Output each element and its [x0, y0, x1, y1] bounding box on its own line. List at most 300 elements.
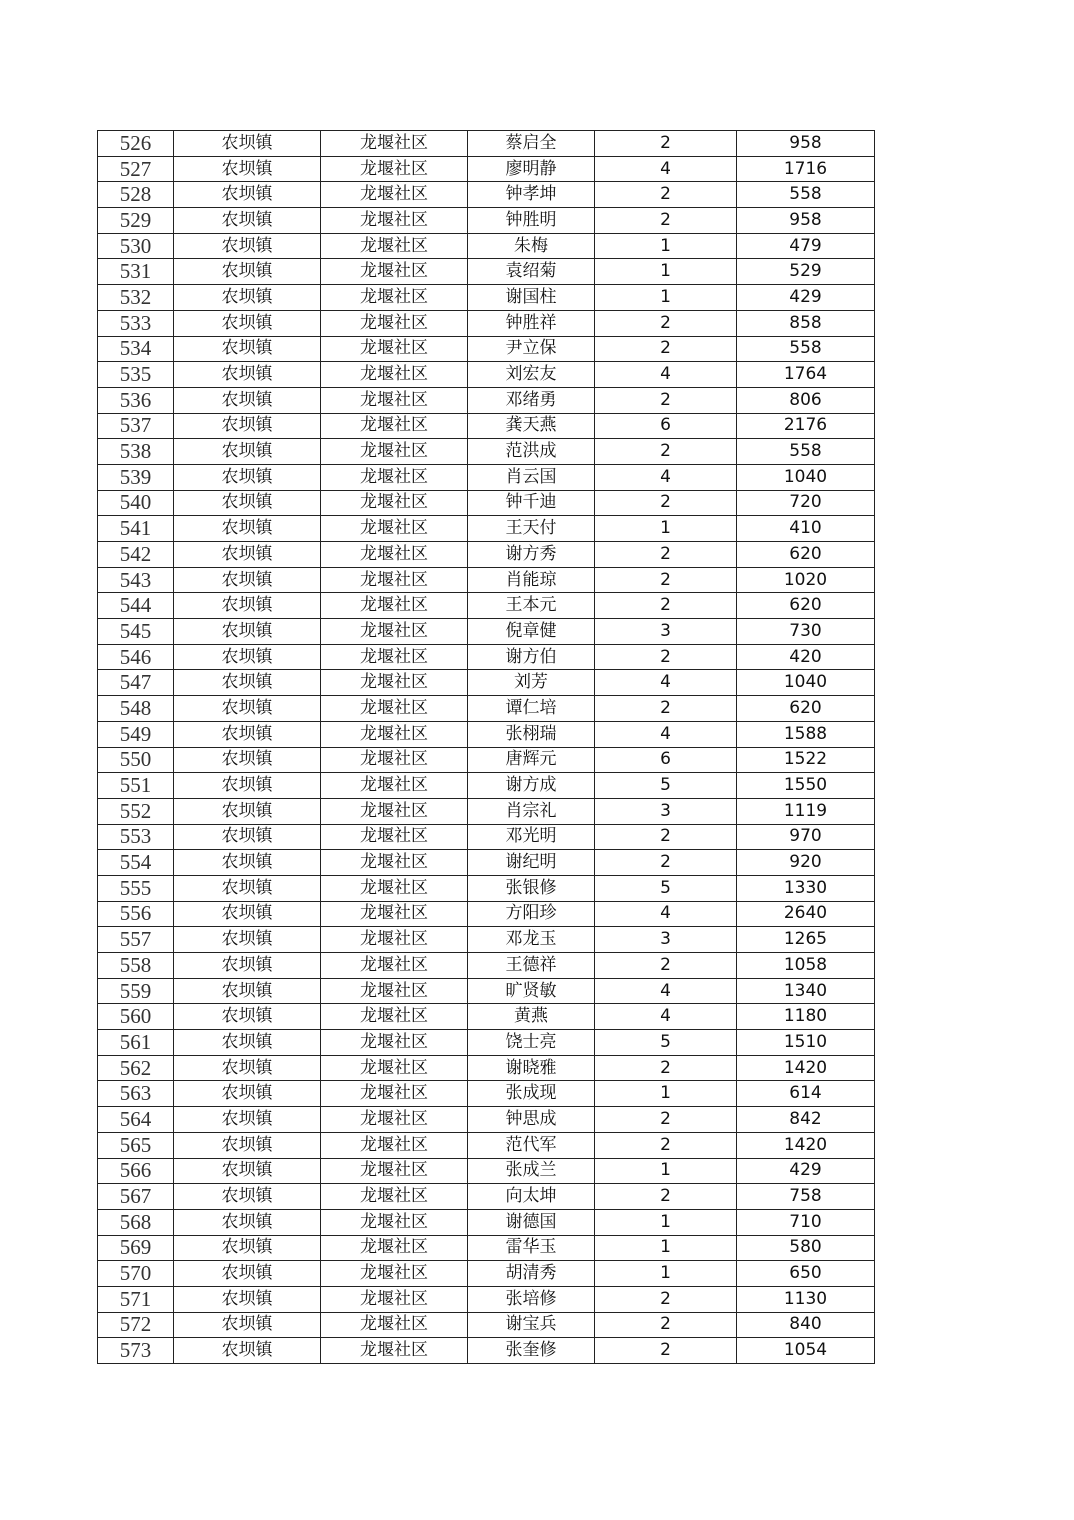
- town-cell: 农坝镇: [174, 413, 321, 439]
- town-cell: 农坝镇: [174, 721, 321, 747]
- community-cell: 龙堰社区: [321, 747, 468, 773]
- town-cell: 农坝镇: [174, 285, 321, 311]
- table-row: [98, 850, 875, 876]
- household-size-cell: 2: [595, 1184, 737, 1210]
- town-cell: 农坝镇: [174, 747, 321, 773]
- community-cell: 龙堰社区: [321, 1286, 468, 1312]
- household-size-cell: 2: [595, 1107, 737, 1133]
- name-cell: 邓光明: [468, 824, 595, 850]
- community-cell: 龙堰社区: [321, 824, 468, 850]
- town-cell: 农坝镇: [174, 156, 321, 182]
- name-cell: 谢宝兵: [468, 1312, 595, 1338]
- table-row: [98, 773, 875, 799]
- amount-cell: 730: [737, 619, 875, 645]
- amount-cell: 842: [737, 1107, 875, 1133]
- table-row: [98, 824, 875, 850]
- town-cell: 农坝镇: [174, 131, 321, 157]
- row-index-cell: 555: [98, 875, 174, 901]
- row-index-cell: 554: [98, 850, 174, 876]
- table-row: [98, 567, 875, 593]
- table-row: [98, 953, 875, 979]
- community-cell: 龙堰社区: [321, 259, 468, 285]
- amount-cell: 620: [737, 593, 875, 619]
- table-row: [98, 387, 875, 413]
- amount-cell: 1716: [737, 156, 875, 182]
- table-row: [98, 747, 875, 773]
- amount-cell: 479: [737, 233, 875, 259]
- row-index-cell: 553: [98, 824, 174, 850]
- community-cell: 龙堰社区: [321, 721, 468, 747]
- household-size-cell: 2: [595, 953, 737, 979]
- amount-cell: 558: [737, 336, 875, 362]
- town-cell: 农坝镇: [174, 1286, 321, 1312]
- community-cell: 龙堰社区: [321, 285, 468, 311]
- table-row: [98, 1286, 875, 1312]
- amount-cell: 620: [737, 542, 875, 568]
- amount-cell: 410: [737, 516, 875, 542]
- household-size-cell: 1: [595, 1261, 737, 1287]
- community-cell: 龙堰社区: [321, 619, 468, 645]
- household-size-cell: 2: [595, 387, 737, 413]
- household-size-cell: 2: [595, 696, 737, 722]
- row-index-cell: 540: [98, 490, 174, 516]
- table-row: [98, 1184, 875, 1210]
- community-cell: 龙堰社区: [321, 1081, 468, 1107]
- household-size-cell: 3: [595, 927, 737, 953]
- household-size-cell: 1: [595, 259, 737, 285]
- name-cell: 张成兰: [468, 1158, 595, 1184]
- row-index-cell: 559: [98, 978, 174, 1004]
- name-cell: 谢方成: [468, 773, 595, 799]
- name-cell: 龚天燕: [468, 413, 595, 439]
- town-cell: 农坝镇: [174, 1158, 321, 1184]
- name-cell: 钟思成: [468, 1107, 595, 1133]
- table-row: [98, 1081, 875, 1107]
- name-cell: 张栩瑞: [468, 721, 595, 747]
- community-cell: 龙堰社区: [321, 233, 468, 259]
- row-index-cell: 545: [98, 619, 174, 645]
- community-cell: 龙堰社区: [321, 1312, 468, 1338]
- town-cell: 农坝镇: [174, 310, 321, 336]
- household-size-cell: 1: [595, 1235, 737, 1261]
- household-size-cell: 4: [595, 901, 737, 927]
- community-cell: 龙堰社区: [321, 1107, 468, 1133]
- amount-cell: 620: [737, 696, 875, 722]
- amount-cell: 1340: [737, 978, 875, 1004]
- name-cell: 王天付: [468, 516, 595, 542]
- household-size-cell: 2: [595, 182, 737, 208]
- table-row: [98, 259, 875, 285]
- community-cell: 龙堰社区: [321, 1338, 468, 1364]
- town-cell: 农坝镇: [174, 850, 321, 876]
- household-size-cell: 5: [595, 1030, 737, 1056]
- row-index-cell: 547: [98, 670, 174, 696]
- name-cell: 肖宗礼: [468, 798, 595, 824]
- row-index-cell: 564: [98, 1107, 174, 1133]
- table-row: [98, 901, 875, 927]
- town-cell: 农坝镇: [174, 362, 321, 388]
- town-cell: 农坝镇: [174, 593, 321, 619]
- town-cell: 农坝镇: [174, 670, 321, 696]
- household-size-cell: 2: [595, 490, 737, 516]
- name-cell: 胡清秀: [468, 1261, 595, 1287]
- amount-cell: 529: [737, 259, 875, 285]
- community-cell: 龙堰社区: [321, 1030, 468, 1056]
- community-cell: 龙堰社区: [321, 593, 468, 619]
- row-index-cell: 549: [98, 721, 174, 747]
- community-cell: 龙堰社区: [321, 182, 468, 208]
- amount-cell: 1420: [737, 1132, 875, 1158]
- beneficiary-table: [97, 130, 875, 1364]
- name-cell: 蔡启全: [468, 131, 595, 157]
- community-cell: 龙堰社区: [321, 131, 468, 157]
- town-cell: 农坝镇: [174, 619, 321, 645]
- amount-cell: 1420: [737, 1055, 875, 1081]
- community-cell: 龙堰社区: [321, 362, 468, 388]
- table-row: [98, 619, 875, 645]
- row-index-cell: 562: [98, 1055, 174, 1081]
- town-cell: 农坝镇: [174, 1209, 321, 1235]
- community-cell: 龙堰社区: [321, 644, 468, 670]
- household-size-cell: 2: [595, 1312, 737, 1338]
- row-index-cell: 533: [98, 310, 174, 336]
- community-cell: 龙堰社区: [321, 901, 468, 927]
- community-cell: 龙堰社区: [321, 1235, 468, 1261]
- household-size-cell: 2: [595, 439, 737, 465]
- name-cell: 范代军: [468, 1132, 595, 1158]
- town-cell: 农坝镇: [174, 490, 321, 516]
- town-cell: 农坝镇: [174, 567, 321, 593]
- row-index-cell: 568: [98, 1209, 174, 1235]
- table-row: [98, 1055, 875, 1081]
- community-cell: 龙堰社区: [321, 953, 468, 979]
- community-cell: 龙堰社区: [321, 387, 468, 413]
- household-size-cell: 1: [595, 516, 737, 542]
- row-index-cell: 530: [98, 233, 174, 259]
- community-cell: 龙堰社区: [321, 1132, 468, 1158]
- table-row: [98, 1312, 875, 1338]
- household-size-cell: 2: [595, 1132, 737, 1158]
- town-cell: 农坝镇: [174, 516, 321, 542]
- row-index-cell: 571: [98, 1286, 174, 1312]
- household-size-cell: 2: [595, 131, 737, 157]
- town-cell: 农坝镇: [174, 1312, 321, 1338]
- name-cell: 王本元: [468, 593, 595, 619]
- amount-cell: 958: [737, 208, 875, 234]
- row-index-cell: 573: [98, 1338, 174, 1364]
- community-cell: 龙堰社区: [321, 156, 468, 182]
- amount-cell: 429: [737, 285, 875, 311]
- town-cell: 农坝镇: [174, 1132, 321, 1158]
- name-cell: 谢国柱: [468, 285, 595, 311]
- town-cell: 农坝镇: [174, 901, 321, 927]
- town-cell: 农坝镇: [174, 1338, 321, 1364]
- row-index-cell: 563: [98, 1081, 174, 1107]
- town-cell: 农坝镇: [174, 336, 321, 362]
- household-size-cell: 4: [595, 721, 737, 747]
- town-cell: 农坝镇: [174, 464, 321, 490]
- amount-cell: 920: [737, 850, 875, 876]
- table-body: [98, 131, 875, 1364]
- name-cell: 谢晓雅: [468, 1055, 595, 1081]
- table-row: [98, 439, 875, 465]
- amount-cell: 970: [737, 824, 875, 850]
- row-index-cell: 531: [98, 259, 174, 285]
- table-row: [98, 1209, 875, 1235]
- amount-cell: 1040: [737, 670, 875, 696]
- row-index-cell: 548: [98, 696, 174, 722]
- town-cell: 农坝镇: [174, 1261, 321, 1287]
- name-cell: 谢纪明: [468, 850, 595, 876]
- name-cell: 钟胜祥: [468, 310, 595, 336]
- amount-cell: 429: [737, 1158, 875, 1184]
- household-size-cell: 1: [595, 1209, 737, 1235]
- row-index-cell: 550: [98, 747, 174, 773]
- amount-cell: 2176: [737, 413, 875, 439]
- amount-cell: 1265: [737, 927, 875, 953]
- community-cell: 龙堰社区: [321, 670, 468, 696]
- table-row: [98, 1158, 875, 1184]
- community-cell: 龙堰社区: [321, 439, 468, 465]
- table-row: [98, 336, 875, 362]
- amount-cell: 1764: [737, 362, 875, 388]
- name-cell: 谢方秀: [468, 542, 595, 568]
- town-cell: 农坝镇: [174, 1055, 321, 1081]
- row-index-cell: 542: [98, 542, 174, 568]
- table-row: [98, 1338, 875, 1364]
- amount-cell: 1510: [737, 1030, 875, 1056]
- amount-cell: 558: [737, 182, 875, 208]
- community-cell: 龙堰社区: [321, 850, 468, 876]
- row-index-cell: 565: [98, 1132, 174, 1158]
- amount-cell: 710: [737, 1209, 875, 1235]
- amount-cell: 1330: [737, 875, 875, 901]
- row-index-cell: 561: [98, 1030, 174, 1056]
- town-cell: 农坝镇: [174, 953, 321, 979]
- household-size-cell: 1: [595, 233, 737, 259]
- town-cell: 农坝镇: [174, 644, 321, 670]
- row-index-cell: 527: [98, 156, 174, 182]
- row-index-cell: 528: [98, 182, 174, 208]
- town-cell: 农坝镇: [174, 387, 321, 413]
- household-size-cell: 5: [595, 875, 737, 901]
- table-row: [98, 927, 875, 953]
- row-index-cell: 526: [98, 131, 174, 157]
- community-cell: 龙堰社区: [321, 208, 468, 234]
- community-cell: 龙堰社区: [321, 1261, 468, 1287]
- household-size-cell: 2: [595, 310, 737, 336]
- table-row: [98, 156, 875, 182]
- table-row: [98, 644, 875, 670]
- name-cell: 邓绪勇: [468, 387, 595, 413]
- name-cell: 雷华玉: [468, 1235, 595, 1261]
- town-cell: 农坝镇: [174, 233, 321, 259]
- household-size-cell: 4: [595, 464, 737, 490]
- community-cell: 龙堰社区: [321, 336, 468, 362]
- name-cell: 倪章健: [468, 619, 595, 645]
- row-index-cell: 538: [98, 439, 174, 465]
- amount-cell: 1180: [737, 1004, 875, 1030]
- amount-cell: 858: [737, 310, 875, 336]
- table-row: [98, 593, 875, 619]
- table-row: [98, 233, 875, 259]
- community-cell: 龙堰社区: [321, 1055, 468, 1081]
- row-index-cell: 536: [98, 387, 174, 413]
- table-row: [98, 285, 875, 311]
- name-cell: 张银修: [468, 875, 595, 901]
- name-cell: 张培修: [468, 1286, 595, 1312]
- town-cell: 农坝镇: [174, 1030, 321, 1056]
- amount-cell: 1040: [737, 464, 875, 490]
- household-size-cell: 3: [595, 798, 737, 824]
- table-row: [98, 1004, 875, 1030]
- row-index-cell: 551: [98, 773, 174, 799]
- town-cell: 农坝镇: [174, 1004, 321, 1030]
- table-row: [98, 1107, 875, 1133]
- community-cell: 龙堰社区: [321, 464, 468, 490]
- name-cell: 张成现: [468, 1081, 595, 1107]
- table-row: [98, 542, 875, 568]
- household-size-cell: 2: [595, 336, 737, 362]
- table-row: [98, 208, 875, 234]
- amount-cell: 758: [737, 1184, 875, 1210]
- row-index-cell: 543: [98, 567, 174, 593]
- amount-cell: 1020: [737, 567, 875, 593]
- name-cell: 尹立保: [468, 336, 595, 362]
- amount-cell: 840: [737, 1312, 875, 1338]
- household-size-cell: 2: [595, 542, 737, 568]
- household-size-cell: 4: [595, 670, 737, 696]
- table-row: [98, 413, 875, 439]
- row-index-cell: 544: [98, 593, 174, 619]
- row-index-cell: 537: [98, 413, 174, 439]
- row-index-cell: 541: [98, 516, 174, 542]
- name-cell: 黄燕: [468, 1004, 595, 1030]
- household-size-cell: 2: [595, 644, 737, 670]
- household-size-cell: 1: [595, 1081, 737, 1107]
- community-cell: 龙堰社区: [321, 1158, 468, 1184]
- community-cell: 龙堰社区: [321, 1004, 468, 1030]
- name-cell: 邓龙玉: [468, 927, 595, 953]
- name-cell: 饶士亮: [468, 1030, 595, 1056]
- town-cell: 农坝镇: [174, 259, 321, 285]
- community-cell: 龙堰社区: [321, 978, 468, 1004]
- household-size-cell: 1: [595, 1158, 737, 1184]
- row-index-cell: 569: [98, 1235, 174, 1261]
- table-row: [98, 362, 875, 388]
- community-cell: 龙堰社区: [321, 490, 468, 516]
- name-cell: 刘芳: [468, 670, 595, 696]
- amount-cell: 720: [737, 490, 875, 516]
- household-size-cell: 2: [595, 1286, 737, 1312]
- table-row: [98, 1235, 875, 1261]
- community-cell: 龙堰社区: [321, 696, 468, 722]
- town-cell: 农坝镇: [174, 439, 321, 465]
- community-cell: 龙堰社区: [321, 927, 468, 953]
- row-index-cell: 567: [98, 1184, 174, 1210]
- amount-cell: 614: [737, 1081, 875, 1107]
- name-cell: 范洪成: [468, 439, 595, 465]
- amount-cell: 806: [737, 387, 875, 413]
- household-size-cell: 6: [595, 413, 737, 439]
- row-index-cell: 534: [98, 336, 174, 362]
- community-cell: 龙堰社区: [321, 773, 468, 799]
- row-index-cell: 532: [98, 285, 174, 311]
- town-cell: 农坝镇: [174, 824, 321, 850]
- row-index-cell: 546: [98, 644, 174, 670]
- table-row: [98, 464, 875, 490]
- table-row: [98, 310, 875, 336]
- name-cell: 谭仁培: [468, 696, 595, 722]
- household-size-cell: 2: [595, 1055, 737, 1081]
- table-row: [98, 131, 875, 157]
- household-size-cell: 3: [595, 619, 737, 645]
- table-row: [98, 721, 875, 747]
- table-row: [98, 798, 875, 824]
- town-cell: 农坝镇: [174, 542, 321, 568]
- household-size-cell: 6: [595, 747, 737, 773]
- table-row: [98, 670, 875, 696]
- community-cell: 龙堰社区: [321, 1184, 468, 1210]
- name-cell: 肖云国: [468, 464, 595, 490]
- household-size-cell: 2: [595, 567, 737, 593]
- name-cell: 钟千迪: [468, 490, 595, 516]
- name-cell: 谢德国: [468, 1209, 595, 1235]
- community-cell: 龙堰社区: [321, 516, 468, 542]
- community-cell: 龙堰社区: [321, 310, 468, 336]
- amount-cell: 1588: [737, 721, 875, 747]
- community-cell: 龙堰社区: [321, 542, 468, 568]
- name-cell: 刘宏友: [468, 362, 595, 388]
- row-index-cell: 535: [98, 362, 174, 388]
- table-row: [98, 1030, 875, 1056]
- name-cell: 廖明静: [468, 156, 595, 182]
- name-cell: 旷贤敏: [468, 978, 595, 1004]
- table-row: [98, 1132, 875, 1158]
- household-size-cell: 5: [595, 773, 737, 799]
- row-index-cell: 539: [98, 464, 174, 490]
- town-cell: 农坝镇: [174, 773, 321, 799]
- community-cell: 龙堰社区: [321, 798, 468, 824]
- town-cell: 农坝镇: [174, 978, 321, 1004]
- amount-cell: 1130: [737, 1286, 875, 1312]
- household-size-cell: 2: [595, 208, 737, 234]
- household-size-cell: 4: [595, 978, 737, 1004]
- amount-cell: 1054: [737, 1338, 875, 1364]
- row-index-cell: 560: [98, 1004, 174, 1030]
- table-row: [98, 490, 875, 516]
- household-size-cell: 1: [595, 285, 737, 311]
- amount-cell: 958: [737, 131, 875, 157]
- town-cell: 农坝镇: [174, 1081, 321, 1107]
- row-index-cell: 529: [98, 208, 174, 234]
- name-cell: 肖能琼: [468, 567, 595, 593]
- amount-cell: 420: [737, 644, 875, 670]
- town-cell: 农坝镇: [174, 1107, 321, 1133]
- row-index-cell: 572: [98, 1312, 174, 1338]
- name-cell: 方阳珍: [468, 901, 595, 927]
- name-cell: 向太坤: [468, 1184, 595, 1210]
- town-cell: 农坝镇: [174, 927, 321, 953]
- name-cell: 王德祥: [468, 953, 595, 979]
- household-size-cell: 2: [595, 593, 737, 619]
- town-cell: 农坝镇: [174, 875, 321, 901]
- town-cell: 农坝镇: [174, 696, 321, 722]
- row-index-cell: 566: [98, 1158, 174, 1184]
- name-cell: 袁绍菊: [468, 259, 595, 285]
- town-cell: 农坝镇: [174, 182, 321, 208]
- amount-cell: 558: [737, 439, 875, 465]
